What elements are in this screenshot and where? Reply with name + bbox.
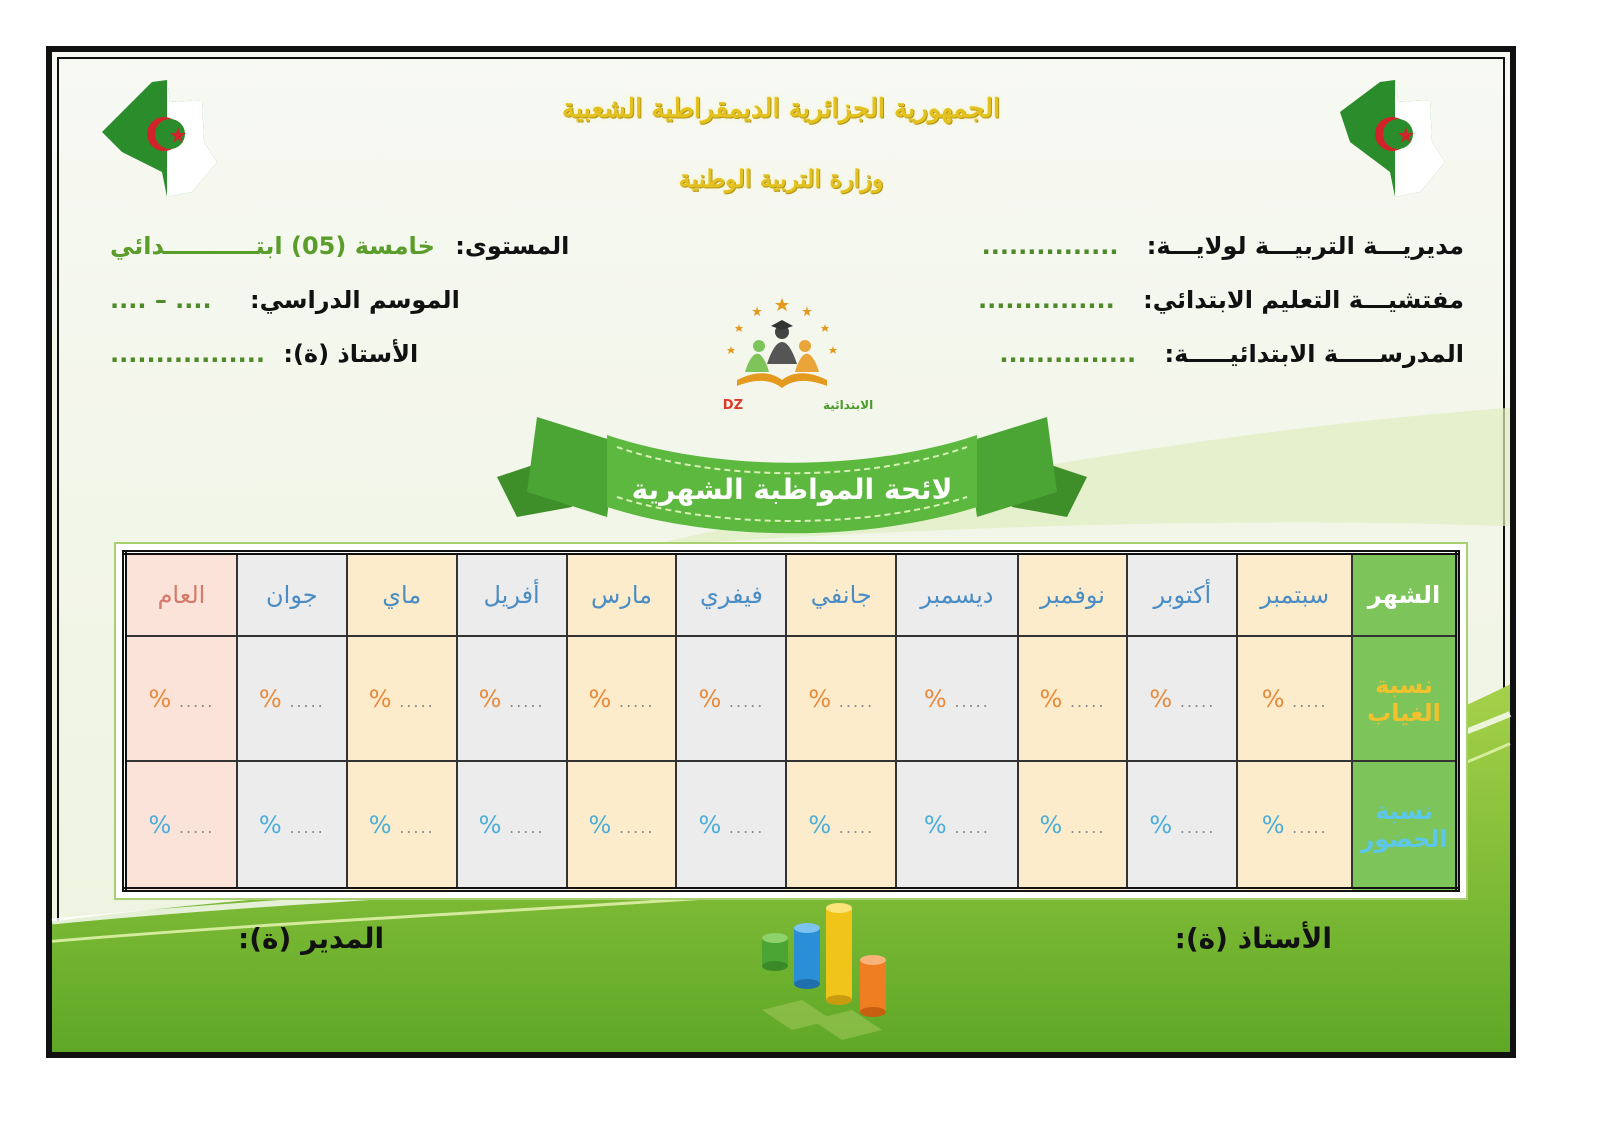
teacher-signature-label: الأستاذ (ة): — [1174, 922, 1332, 955]
teacher-dots: ................. — [110, 340, 265, 368]
absence-rate-label: نسبة الغياب — [1352, 636, 1458, 761]
attendance-cell[interactable]: ..... % — [1127, 761, 1237, 889]
absence-cell[interactable]: ..... % — [1237, 636, 1352, 761]
director-signature-label: المدير (ة): — [238, 922, 385, 955]
page-frame — [46, 46, 1516, 1058]
absence-cell[interactable]: ..... % — [1018, 636, 1128, 761]
level-line — [110, 232, 569, 260]
absence-cell[interactable]: ..... % — [1127, 636, 1237, 761]
absence-cell[interactable]: ..... % — [896, 636, 1017, 761]
attendance-cell[interactable]: ..... % — [786, 761, 896, 889]
month-jan: جانفي — [786, 553, 896, 637]
absence-cell[interactable]: ..... % — [567, 636, 677, 761]
season-label: الموسم الدراسي: — [250, 286, 460, 314]
teacher-line — [110, 340, 418, 368]
absence-cell[interactable]: ..... % — [457, 636, 567, 761]
attendance-cell-year[interactable]: ..... % — [125, 761, 237, 889]
directorate-dots: ............... — [981, 232, 1119, 260]
absence-row — [125, 636, 1458, 761]
inspectorate-line — [978, 286, 1464, 314]
school-line — [999, 340, 1464, 368]
month-header-cell: الشهر — [1352, 553, 1458, 637]
season-line — [110, 286, 460, 314]
ribbon-title: لائحة المواظبة الشهرية — [631, 473, 953, 506]
month-apr: أفريل — [457, 553, 567, 637]
season-value: .... – .... — [110, 286, 212, 314]
month-feb: فيفري — [676, 553, 786, 637]
months-row — [125, 553, 1458, 637]
attendance-table-wrapper — [114, 542, 1468, 900]
attendance-table — [122, 550, 1460, 892]
ministry-title: وزارة التربية الوطنية — [678, 164, 884, 193]
bar-chart-icon — [742, 900, 932, 1040]
directorate-line — [982, 232, 1464, 260]
title-ribbon — [497, 397, 1087, 537]
attendance-cell[interactable]: ..... % — [1018, 761, 1128, 889]
attendance-cell[interactable]: ..... % — [347, 761, 457, 889]
month-dec: ديسمبر — [896, 553, 1017, 637]
attendance-cell[interactable]: ..... % — [237, 761, 347, 889]
absence-cell[interactable]: ..... % — [786, 636, 896, 761]
attendance-cell[interactable]: ..... % — [676, 761, 786, 889]
attendance-cell[interactable]: ..... % — [1237, 761, 1352, 889]
month-mar: مارس — [567, 553, 677, 637]
absence-cell[interactable]: ..... % — [237, 636, 347, 761]
logo-text: الابتدائية — [823, 398, 874, 412]
month-sep: سبتمبر — [1237, 553, 1352, 637]
month-nov: نوفمبر — [1018, 553, 1128, 637]
month-may: ماي — [347, 553, 457, 637]
month-year: العام — [125, 553, 237, 637]
attendance-cell[interactable]: ..... % — [457, 761, 567, 889]
level-label: المستوى: — [455, 232, 570, 260]
absence-cell[interactable]: ..... % — [347, 636, 457, 761]
logo-badge: DZ — [722, 398, 743, 413]
absence-cell[interactable]: ..... % — [676, 636, 786, 761]
attendance-rate-label: نسبة الحضور — [1352, 761, 1458, 889]
school-label: المدرســـــة الابتدائيـــــة: — [1164, 340, 1464, 368]
attendance-cell[interactable]: ..... % — [567, 761, 677, 889]
attendance-cell[interactable]: ..... % — [896, 761, 1017, 889]
inspectorate-label: مفتشيـــة التعليم الابتدائي: — [1143, 286, 1464, 314]
month-jun: جوان — [237, 553, 347, 637]
inspectorate-dots: ............... — [977, 286, 1115, 314]
level-value: خامسة (05) ابتـــــــــــدائي — [110, 232, 435, 260]
absence-cell-year[interactable]: ..... % — [125, 636, 237, 761]
school-dots: ............... — [999, 340, 1137, 368]
attendance-row — [125, 761, 1458, 889]
republic-title: الجمهورية الجزائرية الديمقراطية الشعبية — [561, 94, 1001, 124]
teacher-label: الأستاذ (ة): — [283, 340, 419, 368]
directorate-label: مديريـــة التربيـــة لولايـــة: — [1146, 232, 1464, 260]
month-oct: أكتوبر — [1127, 553, 1237, 637]
